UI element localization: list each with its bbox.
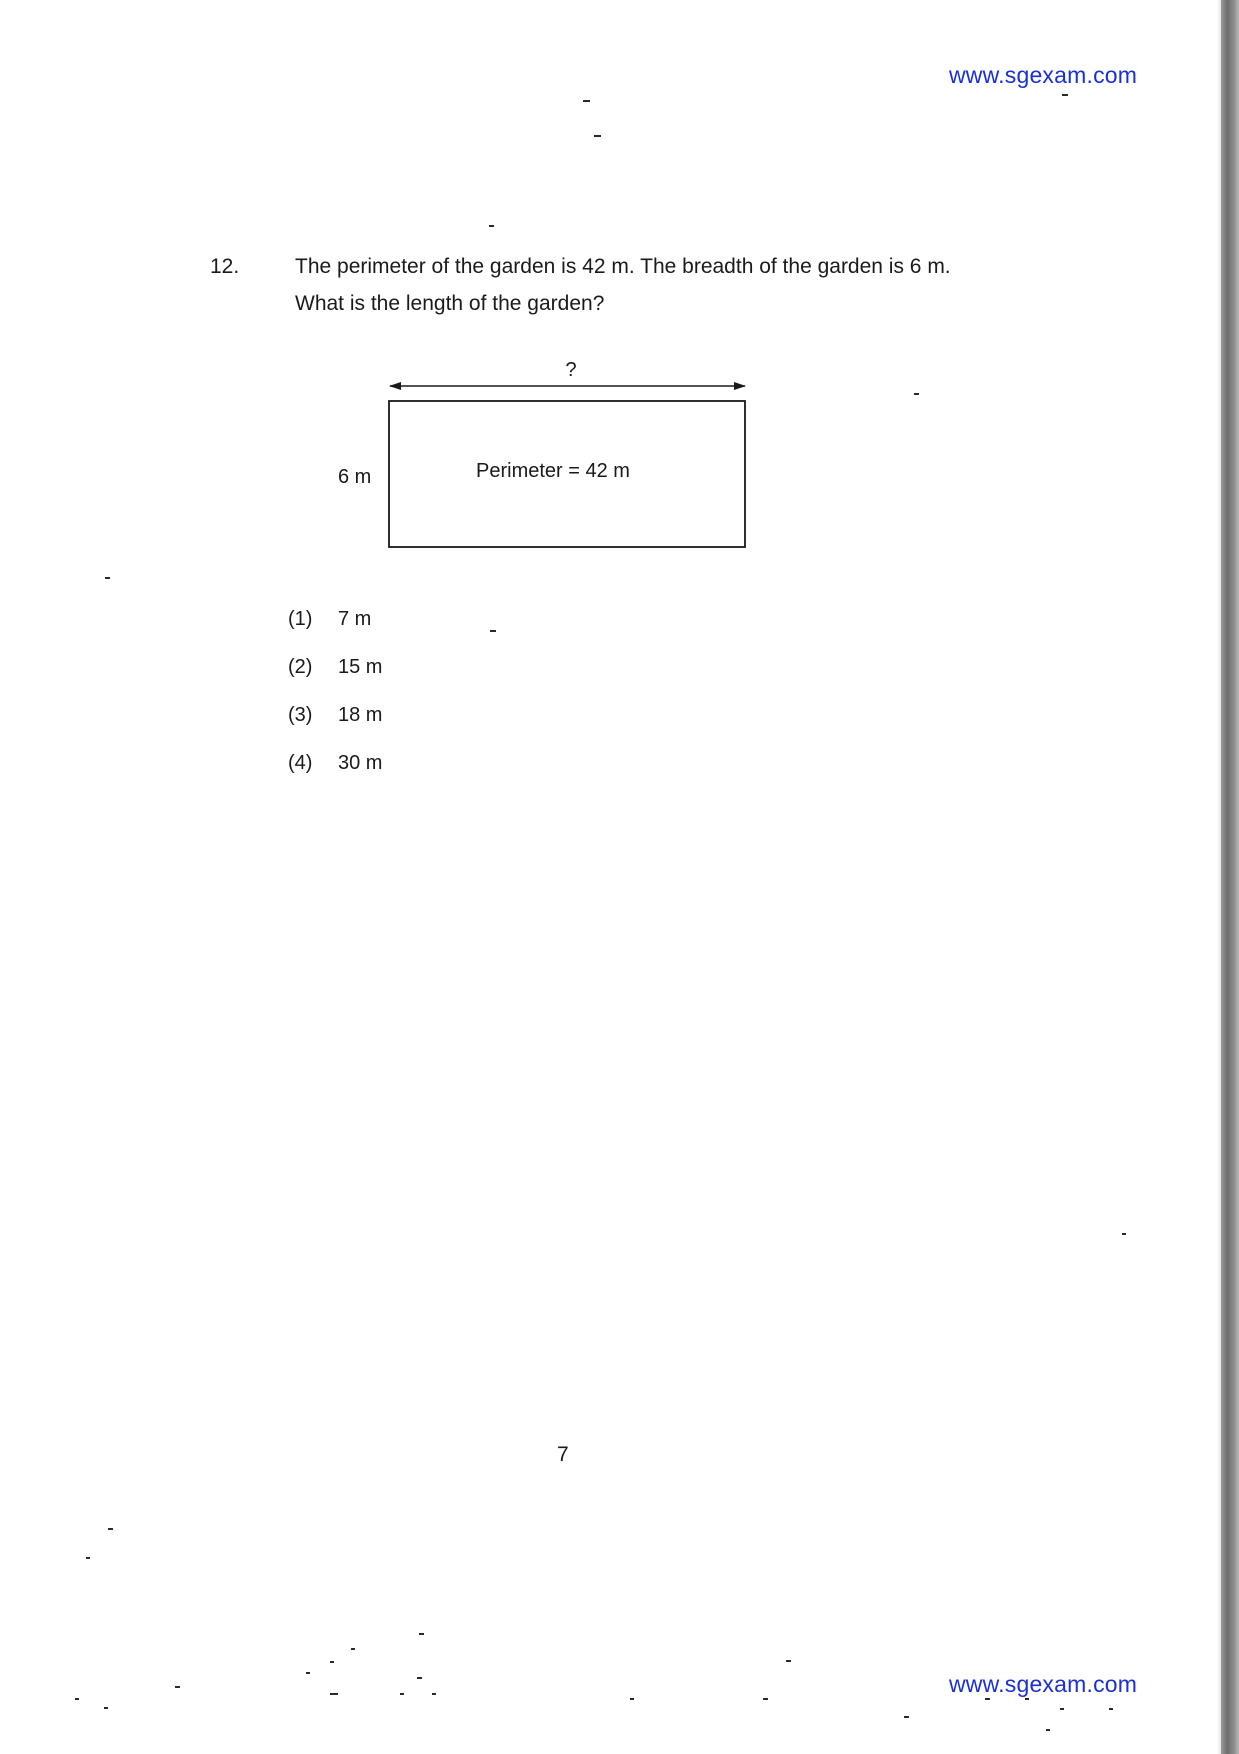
scan-speck	[419, 1633, 424, 1635]
length-label: ?	[565, 359, 577, 381]
option-value: 7 m	[338, 608, 372, 630]
option-number: (2)	[288, 656, 313, 678]
question-text-line1: The perimeter of the garden is 42 m. The breadth of the garden is 6 m.	[295, 255, 951, 278]
scan-speck	[630, 1698, 634, 1700]
question-number: 12.	[210, 255, 240, 278]
footer-site-link[interactable]: www.sgexam.com	[949, 1671, 1138, 1697]
scan-speck	[985, 1698, 990, 1700]
scan-speck	[490, 630, 496, 632]
scan-speck	[351, 1648, 355, 1650]
page-edge	[1221, 0, 1239, 1754]
scan-speck	[763, 1698, 768, 1700]
scan-speck	[1046, 1729, 1050, 1731]
perimeter-label: Perimeter = 42 m	[476, 460, 630, 482]
option-value: 18 m	[338, 704, 383, 726]
scan-speck	[417, 1677, 422, 1679]
breadth-label: 6 m	[338, 466, 372, 488]
scan-speck	[786, 1660, 791, 1662]
scan-speck	[330, 1661, 334, 1663]
scan-speck	[583, 100, 590, 102]
scan-speck	[75, 1698, 79, 1700]
scan-speck	[489, 225, 494, 227]
option-number: (1)	[288, 608, 313, 630]
scan-speck	[432, 1693, 436, 1695]
question-text-line2: What is the length of the garden?	[295, 292, 605, 315]
scan-speck	[108, 1528, 113, 1530]
option-value: 15 m	[338, 656, 383, 678]
option-value: 30 m	[338, 752, 383, 774]
option-number: (3)	[288, 704, 313, 726]
page-number: 7	[557, 1443, 569, 1466]
scan-speck	[1122, 1233, 1126, 1235]
scan-speck	[400, 1693, 404, 1695]
option-number: (4)	[288, 752, 313, 774]
scan-speck	[914, 393, 919, 395]
scan-speck	[1060, 1708, 1064, 1710]
scan-speck	[1109, 1708, 1113, 1710]
scan-speck	[86, 1557, 90, 1559]
scan-speck	[104, 1707, 108, 1709]
scan-speck	[904, 1716, 909, 1718]
garden-diagram	[330, 355, 760, 555]
scan-speck	[1062, 94, 1068, 96]
scan-speck	[594, 135, 601, 137]
scan-speck	[1025, 1698, 1029, 1700]
scan-speck	[175, 1686, 180, 1688]
scan-speck	[330, 1693, 338, 1695]
scan-speck	[306, 1672, 310, 1674]
header-site-link[interactable]: www.sgexam.com	[949, 62, 1138, 88]
scan-speck	[105, 577, 110, 579]
